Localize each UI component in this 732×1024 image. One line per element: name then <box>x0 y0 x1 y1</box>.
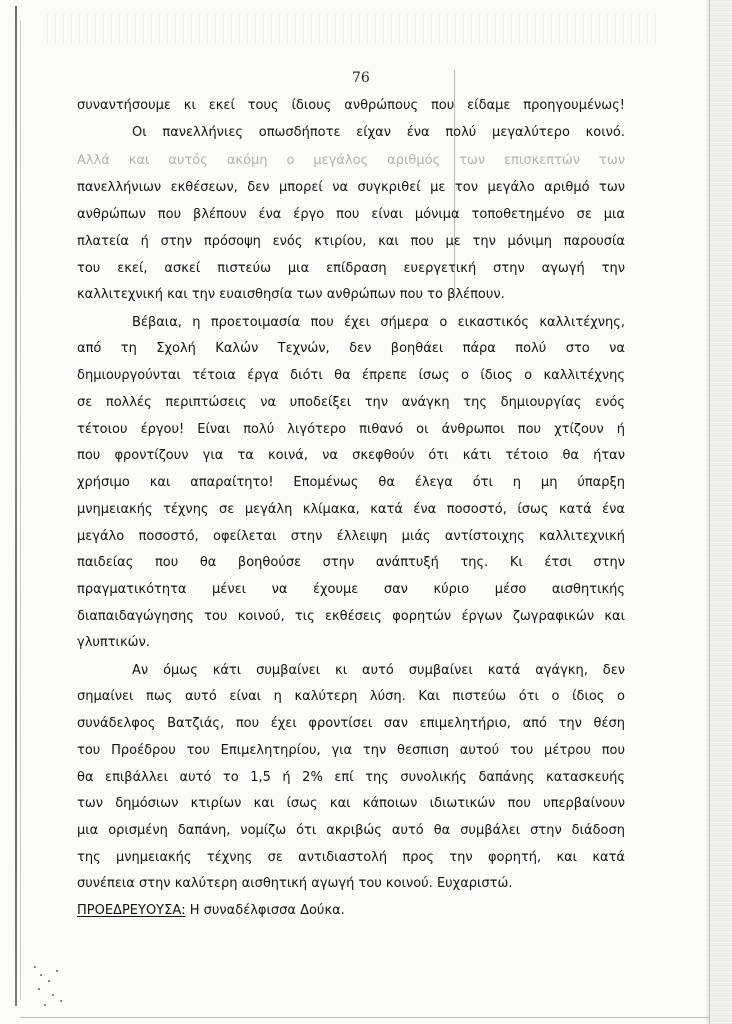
speaker-line <box>77 903 625 919</box>
text-line: τέτοιου έργου! Είναι πολύ λιγότερο πιθανό οι άνθρωποι που χτίζουν ή <box>77 422 625 437</box>
scan-speckles <box>30 960 70 1010</box>
text-line: ανθρώπων που βλέπουν ένα έργο που είναι μόνιμα τοποθετημένο σε μια <box>77 207 625 222</box>
text-line: γλυπτικών. <box>77 635 150 650</box>
text-line: πανελλήνιων εκθέσεων, δεν μπορεί να συγκριθεί με τον μεγάλο αριθμό των <box>77 180 625 195</box>
text-line: σε πολλές περιπτώσεις να υποδείξει την ανάγκη της δημιουργίας ενός <box>77 395 625 410</box>
speaker-label: ΠΡΟΕΔΡΕΥΟΥΣΑ: <box>77 903 186 918</box>
text-line: του εκεί, ασκεί πιστεύω μια επίδραση ευεργετική στην αγωγή την <box>77 261 625 276</box>
text-line: πραγματικότητα μένει να έχουμε σαν κύριο μέσο αισθητικής <box>77 582 625 597</box>
scan-noise-top <box>40 14 660 44</box>
text-line: Αν όμως κάτι συμβαίνει κι αυτό συμβαίνει κατά αγάγκη, δεν <box>132 663 625 678</box>
text-line: συνάδελφος Βατζιάς, που έχει φροντίσει σαν επιμελητήριο, από την θέση <box>77 716 625 731</box>
text-line: συναντήσουμε κι εκεί τους ίδιους ανθρώπους που είδαμε προηγουμένως! <box>77 98 625 113</box>
text-line: μνημειακής τέχνης σε μεγάλη κλίμακα, κατά ένα ποσοστό, ίσως κατά ένα <box>77 502 625 517</box>
text-line: Οι πανελλήνιες οπωσδήποτε είχαν ένα πολύ μεγαλύτερο κοινό. <box>132 125 625 140</box>
text-line: παιδείας που θα βοηθούσε στην ανάπτυξή της. Κι έτσι στην <box>77 555 625 570</box>
text-line: μεγάλο ποσοστό, οφείλεται στην έλλειψη μιάς αντίστοιχης καλλιτεχνική <box>77 529 625 544</box>
text-line: χρήσιμο και απαραίτητο! Επομένως θα έλεγα ότι η μη ύπαρξη <box>77 475 625 490</box>
text-line: καλλιτεχνική και την ευαισθησία των ανθρώπων που το βλέπουν. <box>77 287 505 302</box>
text-line: θα επιβάλλει αυτό το 1,5 ή 2% επί της συνολικής δαπάνης κατασκευής <box>77 770 625 785</box>
text-line: συνέπεια στην καλύτερη αισθητική αγωγή του κοινού. Ευχαριστώ. <box>77 876 513 891</box>
scan-bottom-edge <box>20 1017 710 1018</box>
text-line: Βέβαια, η προετοιμασία που έχει σήμερα ο εικαστικός καλλιτέχνης, <box>132 315 625 330</box>
text-line: δημιουργούνται τέτοια έργα διότι θα έπρεπε ίσως ο ίδιος ο καλλιτέχνης <box>77 368 625 383</box>
text-line: μια ορισμένη δαπάνη, νομίζω ότι ακριβώς αυτό θα συμβάλει στην διάδοση <box>77 823 625 838</box>
speaker-text: Η συναδέλφισσα Δούκα. <box>189 903 345 918</box>
text-line: που φροντίζουν για τα κοινά, να σκεφθούν ότι κάτι τέτοιο θα ήταν <box>77 448 625 463</box>
text-line: διαπαιδαγώγησης του κοινού, τις εκθέσεις φορητών έργων ζωγραφικών και <box>77 609 625 624</box>
page-number: 76 <box>352 70 370 86</box>
scan-right-edge-line <box>709 0 710 1024</box>
text-line: του Προέδρου του Επιμελητηρίου, για την θεσπιση αυτού του μέτρου που <box>77 743 625 758</box>
text-line: από τη Σχολή Καλών Τεχνών, δεν βοηθάει πάρα πολύ στο να <box>77 341 625 356</box>
text-line: σημαίνει πως αυτό είναι η καλύτερη λύση. Και πιστεύω ότι ο ίδιος ο <box>77 689 625 704</box>
text-line: της μνημειακής τέχνης σε αντιδιαστολή προς την φορητή, και κατά <box>77 850 625 865</box>
text-line: πλατεία ή στην πρόσοψη ενός κτιρίου, και που με την μόνιμη παρουσία <box>77 234 625 249</box>
text-line: Αλλά και αυτός ακόμη ο μεγάλος αριθμός των επισκεπτών των <box>77 153 625 168</box>
binding-edge-line-inner <box>20 20 21 1000</box>
binding-edge-line <box>15 6 17 1006</box>
text-line: των δημόσιων κτιρίων και ίσως και κάποιων ιδιωτικών που υπερβαίνουν <box>77 796 625 811</box>
